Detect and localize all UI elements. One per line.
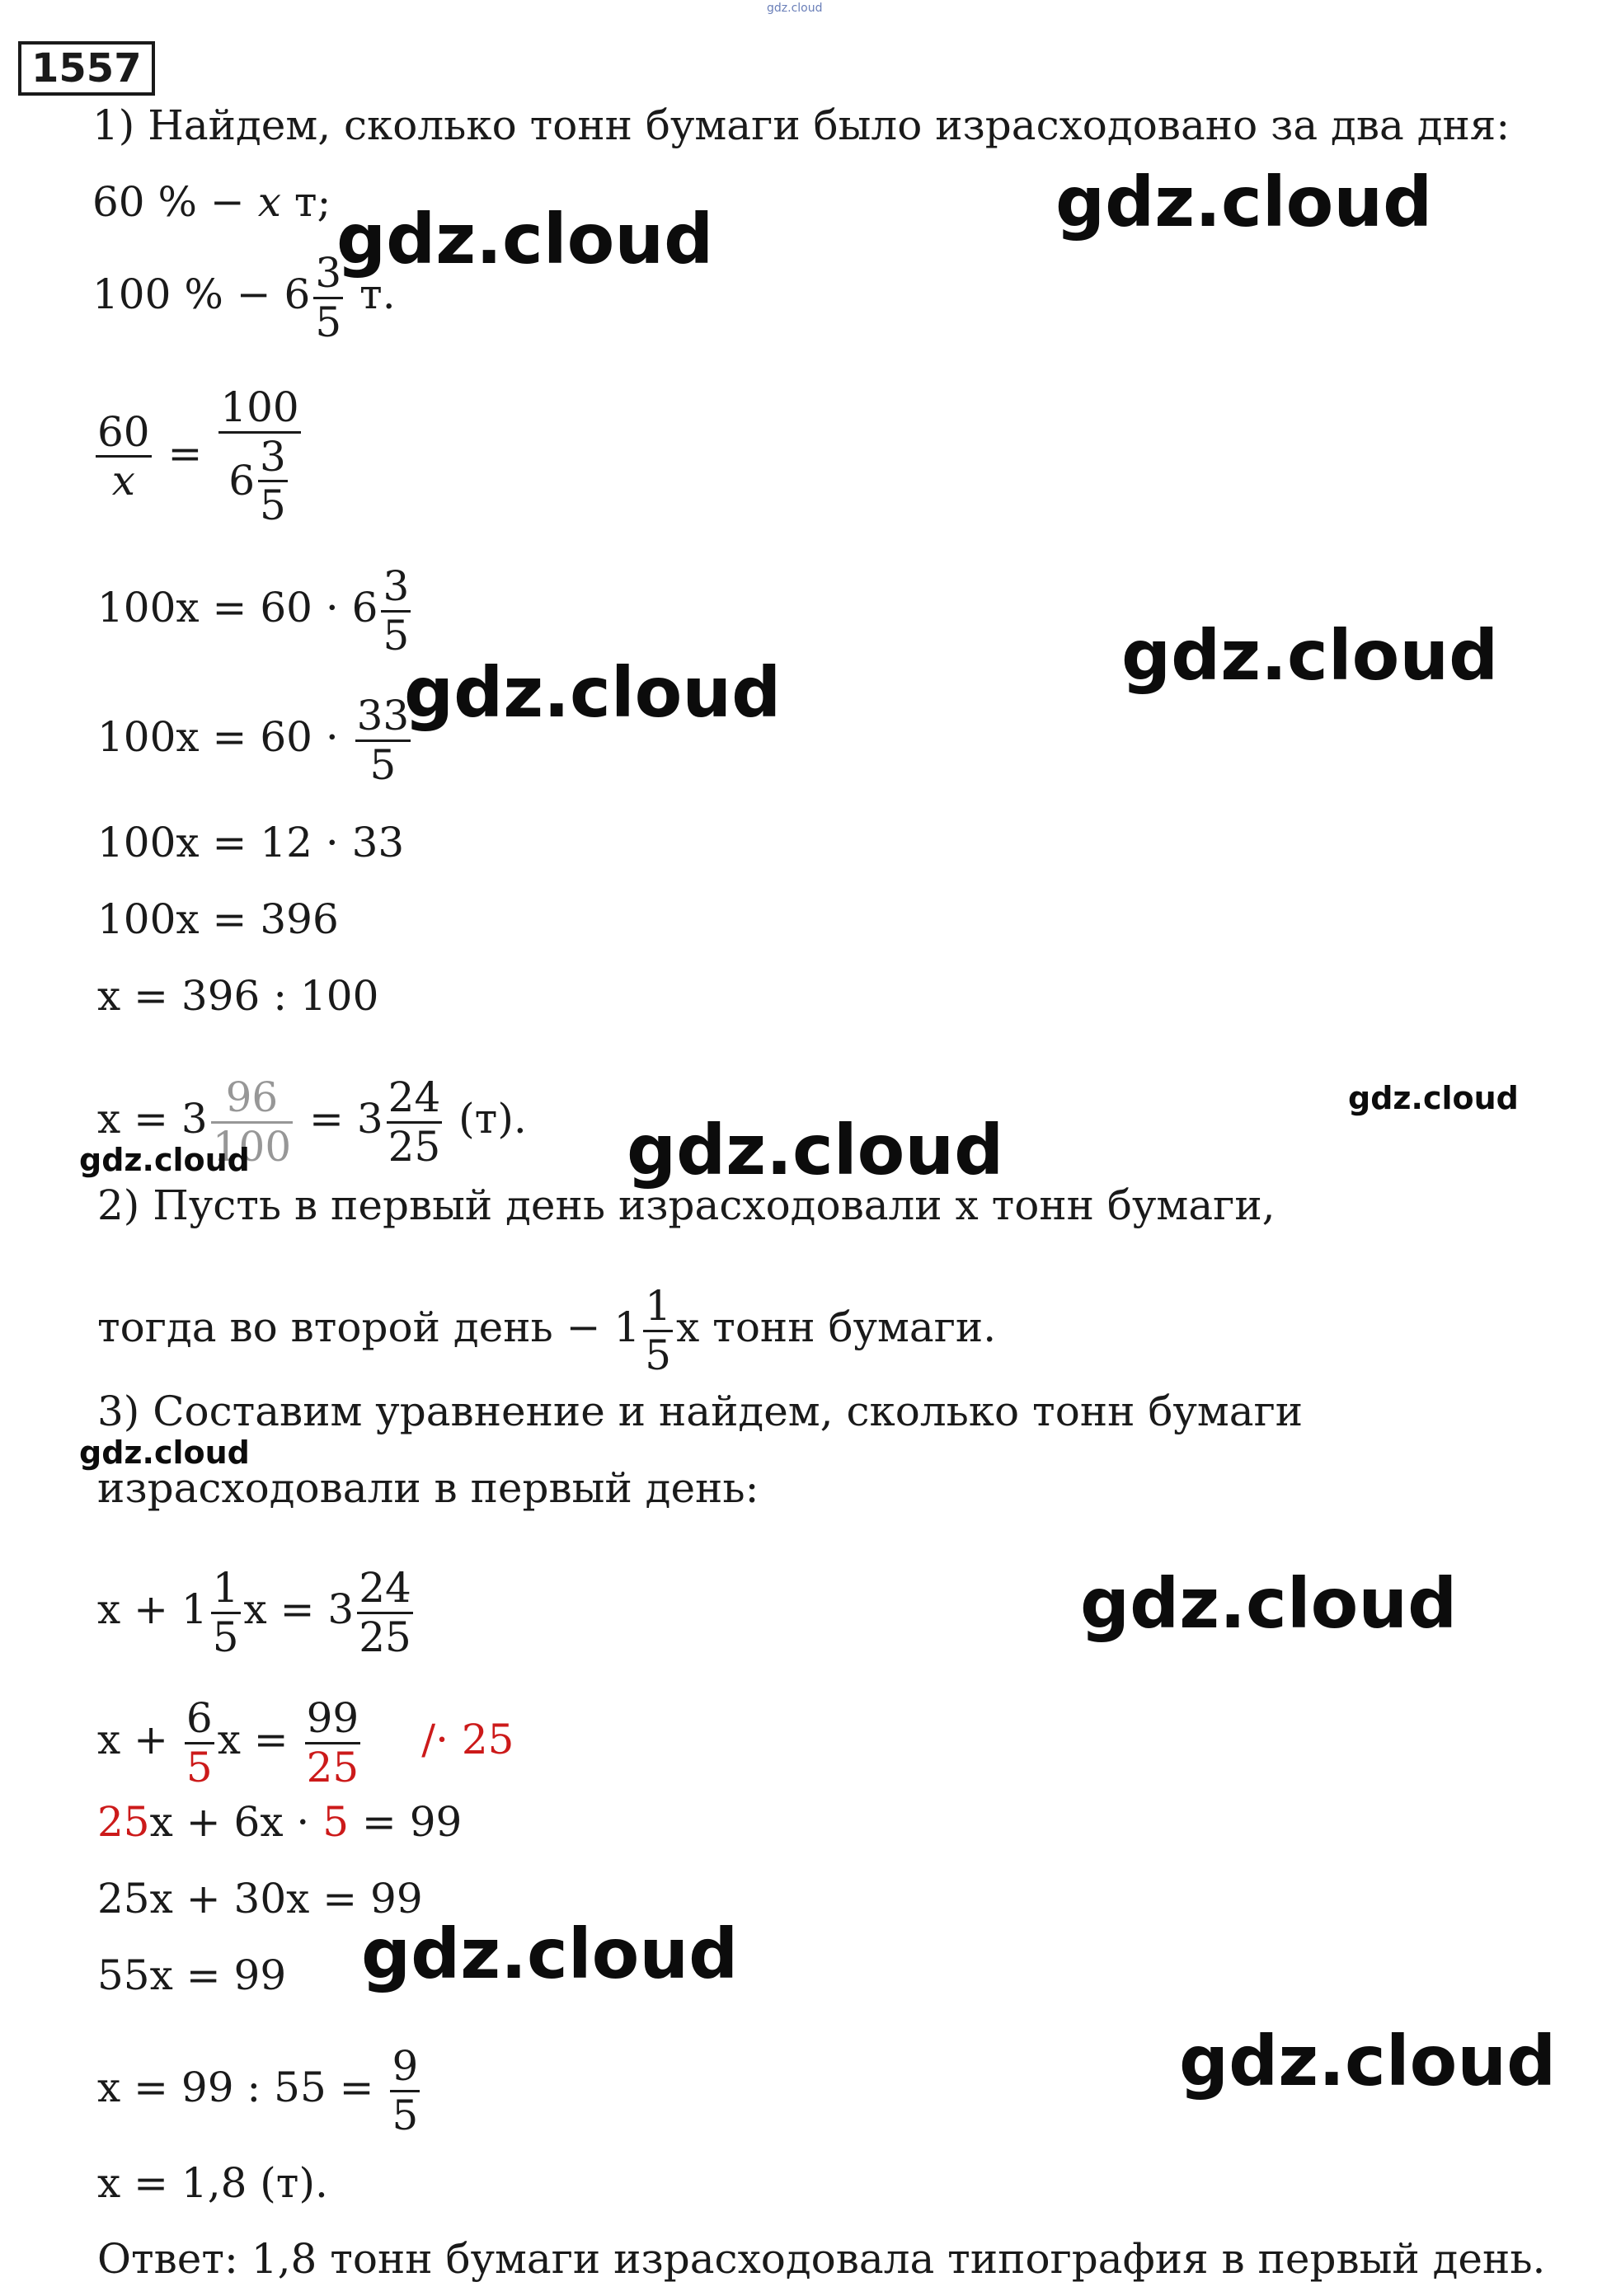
watermark-2: gdz.cloud	[336, 199, 714, 279]
step3-eq4: 25x + 30x = 99	[97, 1875, 423, 1923]
step3-eq1: x + 1 $\frac{1}{5}$ x = 3 $\frac{24}{25}$	[97, 1564, 411, 1661]
step3-eq6: x = 99 : 55 = $\frac{9}{5}$	[97, 2042, 419, 2139]
watermark-9: gdz.cloud	[1080, 1563, 1458, 1644]
step3-eq3: 25x + 6x · 5 = 99	[97, 1798, 463, 1846]
step3-eq5: 55x = 99	[97, 1951, 287, 1999]
step3-eq2: x + $\frac{6}{5}$ x = $\frac{99}{25}$ /· 25	[97, 1694, 514, 1791]
watermark-7: gdz.cloud	[79, 1142, 250, 1178]
step1-eq8: x = 396 : 100	[97, 972, 379, 1020]
watermark-tiny: gdz.cloud	[767, 2, 823, 15]
step3-line1: 3) Составим уравнение и найдем, сколько тонн бумаги	[97, 1387, 1304, 1435]
step1-eq4: 100x = 60 · 6 $\frac{3}{5}$	[97, 562, 410, 660]
step1-line2: 100 % − 6 $\frac{3}{5}$ т.	[92, 249, 396, 346]
watermark-6: gdz.cloud	[627, 1110, 1004, 1190]
watermark-4: gdz.cloud	[404, 652, 782, 733]
watermark-8: gdz.cloud	[79, 1434, 250, 1471]
step3-eq7: x = 1,8 (т).	[97, 2159, 328, 2207]
step1-eq9: x = 3 $\frac{96}{100}$ = 3 $\frac{24}{25}$ (т).	[97, 1073, 527, 1171]
watermark-3: gdz.cloud	[1121, 615, 1499, 696]
step1-heading: 1) Найдем, сколько тонн бумаги было израсходовано за два дня:	[92, 101, 1510, 149]
watermark-11: gdz.cloud	[1179, 2021, 1557, 2101]
watermark-5: gdz.cloud	[1348, 1080, 1519, 1116]
step1-line1: 60 % − x т;	[92, 178, 331, 226]
step1-proportion: $\frac{60}{x}$ = 100 6 $\frac{3}{5}$	[97, 383, 299, 529]
step1-eq5: 100x = 60 · $\frac{33}{5}$	[97, 692, 410, 789]
step3-line2: израсходовали в первый день:	[97, 1464, 759, 1512]
step1-eq6: 100x = 12 · 33	[97, 819, 405, 866]
problem-number: 1557	[18, 41, 155, 96]
watermark-10: gdz.cloud	[361, 1913, 739, 1994]
step1-eq7: 100x = 396	[97, 895, 339, 943]
step2-line2: тогда во второй день − 1 $\frac{1}{5}$ x тонн бумаги.	[97, 1282, 997, 1379]
step2-line1: 2) Пусть в первый день израсходовали x тонн бумаги,	[97, 1181, 1275, 1229]
watermark-1: gdz.cloud	[1055, 162, 1433, 242]
answer-line: Ответ: 1,8 тонн бумаги израсходовала типография в первый день.	[97, 2235, 1546, 2283]
